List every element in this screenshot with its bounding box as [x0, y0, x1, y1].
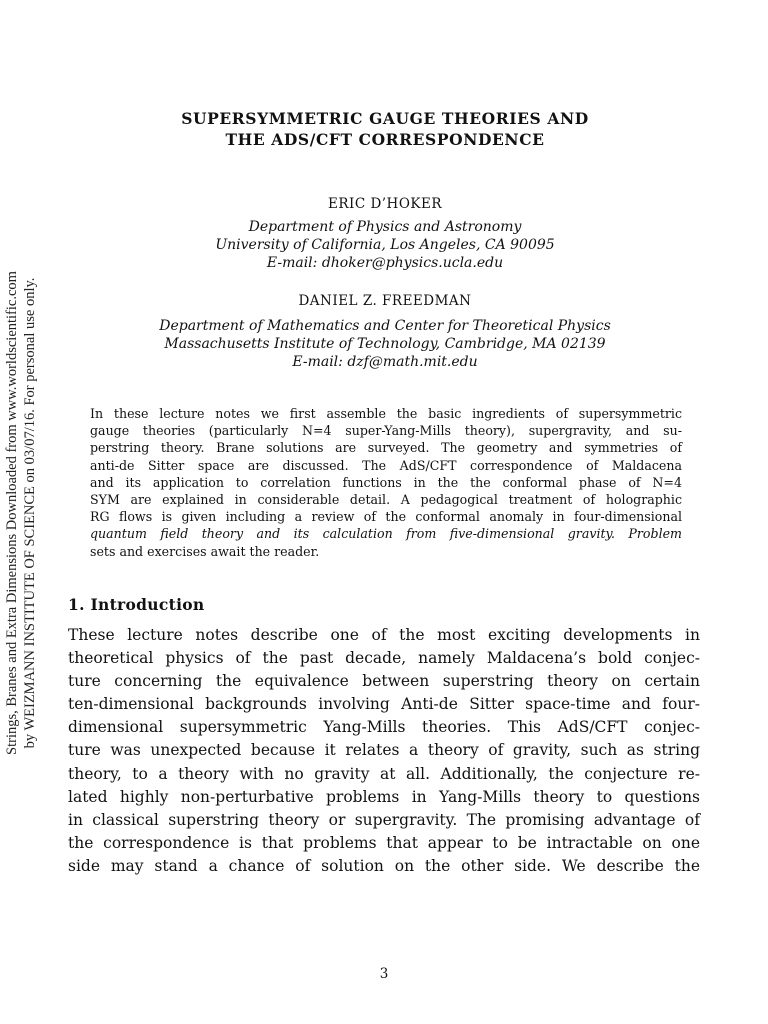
- watermark-line-2: by WEIZMANN INSTITUTE OF SCIENCE on 03/07/16. For personal use only.: [22, 277, 38, 749]
- page-number: 3: [379, 966, 389, 982]
- abstract-line: In these lecture notes we first assemble the basic ingredients of supersymmetric: [90, 406, 682, 421]
- download-watermark: [3, 213, 43, 813]
- abstract-line: and its application to correlation functions in the the conformal phase of N=4: [90, 474, 682, 490]
- author-name-2: DANIEL Z. FREEDMAN: [298, 293, 472, 309]
- abstract-line: anti-de Sitter space are discussed. The AdS/CFT correspondence of Maldacena: [90, 457, 682, 473]
- introduction-body: [68, 624, 700, 878]
- author-email: E-mail: dhoker@physics.ucla.edu: [266, 255, 504, 271]
- author-affiliation-2: [80, 317, 690, 371]
- body-line: ture was unexpected because it relates a theory of gravity, such as string: [68, 741, 700, 760]
- body-line: theoretical physics of the past decade, namely Maldacena’s bold conjec-: [68, 649, 700, 668]
- author-affiliation-1: [80, 218, 690, 272]
- author-name-1: ERIC D’HOKER: [327, 196, 443, 212]
- abstract-line: RG flows is given including a review of the conformal anomaly in four-dimensional: [90, 509, 682, 525]
- body-line: theory, to a theory with no gravity at all. Additionally, the conjecture re-: [68, 764, 700, 783]
- affiliation-line: Department of Mathematics and Center for Theoretical Physics: [159, 318, 611, 334]
- body-line: dimensional supersymmetric Yang-Mills theories. This AdS/CFT conjec-: [68, 718, 700, 737]
- abstract-line: perstring theory. Brane solutions are surveyed. The geometry and symmetries of: [90, 440, 682, 456]
- body-line: in classical superstring theory or supergravity. The promising advantage of: [68, 810, 700, 829]
- section-heading: 1. Introduction: [68, 595, 205, 614]
- paper-title: [80, 108, 690, 150]
- author-email: E-mail: dzf@math.mit.edu: [292, 354, 478, 370]
- body-line: side may stand a chance of solution on the other side. We describe the: [68, 856, 700, 875]
- title-line-1: SUPERSYMMETRIC GAUGE THEORIES AND: [181, 109, 589, 128]
- body-line: ture concerning the equivalence between superstring theory on certain: [68, 672, 700, 691]
- body-line: These lecture notes describe one of the most exciting developments in: [68, 626, 700, 644]
- affiliation-line: University of California, Los Angeles, CA 90095: [215, 237, 555, 253]
- abstract-line: gauge theories (particularly N=4 super-Yang-Mills theory), supergravity, and su-: [90, 423, 682, 439]
- affiliation-line: Department of Physics and Astronomy: [248, 219, 522, 235]
- body-line: ten-dimensional backgrounds involving Anti-de Sitter space-time and four-: [68, 695, 700, 714]
- abstract-line: SYM are explained in considerable detail. A pedagogical treatment of holographic: [90, 492, 682, 508]
- body-line: lated highly non-perturbative problems in Yang-Mills theory to questions: [68, 787, 700, 806]
- affiliation-line: Massachusetts Institute of Technology, Cambridge, MA 02139: [164, 336, 606, 352]
- abstract: [90, 405, 682, 560]
- abstract-line: quantum field theory and its calculation from five-dimensional gravity. Problem: [90, 526, 682, 542]
- title-line-2: THE ADS/CFT CORRESPONDENCE: [225, 130, 545, 149]
- body-line: the correspondence is that problems that appear to be intractable on one: [68, 833, 700, 852]
- abstract-line: sets and exercises await the reader.: [90, 543, 320, 559]
- watermark-line-1: Strings, Branes and Extra Dimensions Downloaded from www.worldscientific.com: [4, 271, 20, 755]
